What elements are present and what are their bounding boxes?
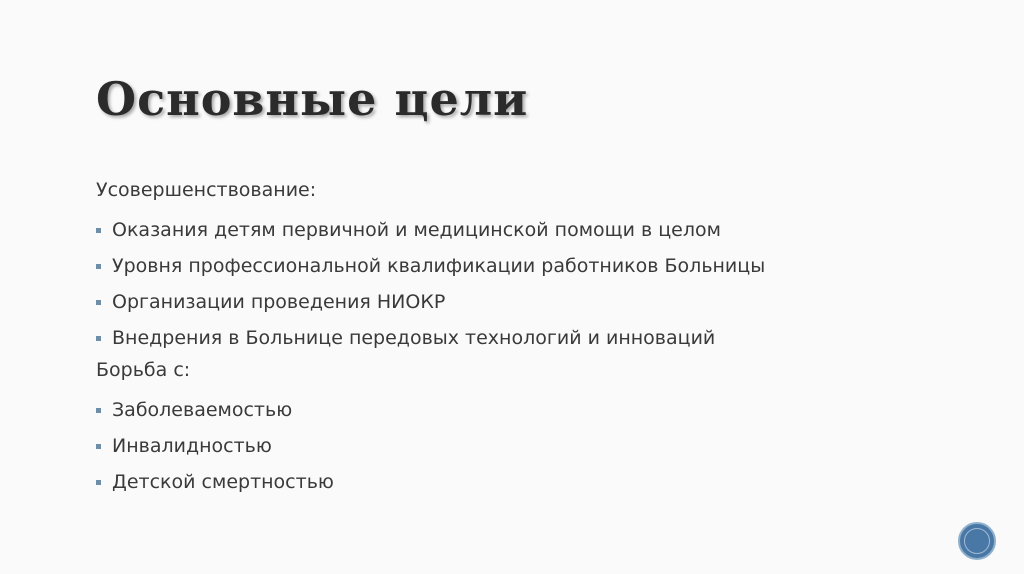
nav-button-inner-ring	[964, 528, 990, 554]
slide-title: Основные цели	[96, 72, 529, 126]
list-item	[96, 428, 956, 464]
list-item	[96, 464, 956, 500]
square-bullet-icon	[96, 336, 101, 341]
list-item	[96, 320, 956, 356]
list-item-text: Детской смертностью	[112, 471, 334, 493]
square-bullet-icon	[96, 444, 101, 449]
square-bullet-icon	[96, 228, 101, 233]
list-item-text: Уровня профессиональной квалификации работников Больницы	[112, 255, 766, 277]
list-item-text: Внедрения в Больнице передовых технологий и инноваций	[112, 327, 716, 349]
list-item	[96, 212, 956, 248]
list-item-text: Оказания детям первичной и медицинской помощи в целом	[112, 219, 721, 241]
square-bullet-icon	[96, 264, 101, 269]
square-bullet-icon	[96, 408, 101, 413]
list-item-text: Организации проведения НИОКР	[112, 291, 446, 313]
circle-nav-icon[interactable]	[958, 522, 996, 560]
list-item	[96, 284, 956, 320]
list-item	[96, 248, 956, 284]
slide-content	[96, 176, 956, 500]
list-item-text: Заболеваемостью	[112, 399, 293, 421]
section-heading-improvement: Усовершенствование:	[96, 179, 317, 201]
square-bullet-icon	[96, 480, 101, 485]
list-item-text: Инвалидностью	[112, 435, 272, 457]
section-heading-fight: Борьба с:	[96, 359, 191, 381]
square-bullet-icon	[96, 300, 101, 305]
list-item	[96, 392, 956, 428]
